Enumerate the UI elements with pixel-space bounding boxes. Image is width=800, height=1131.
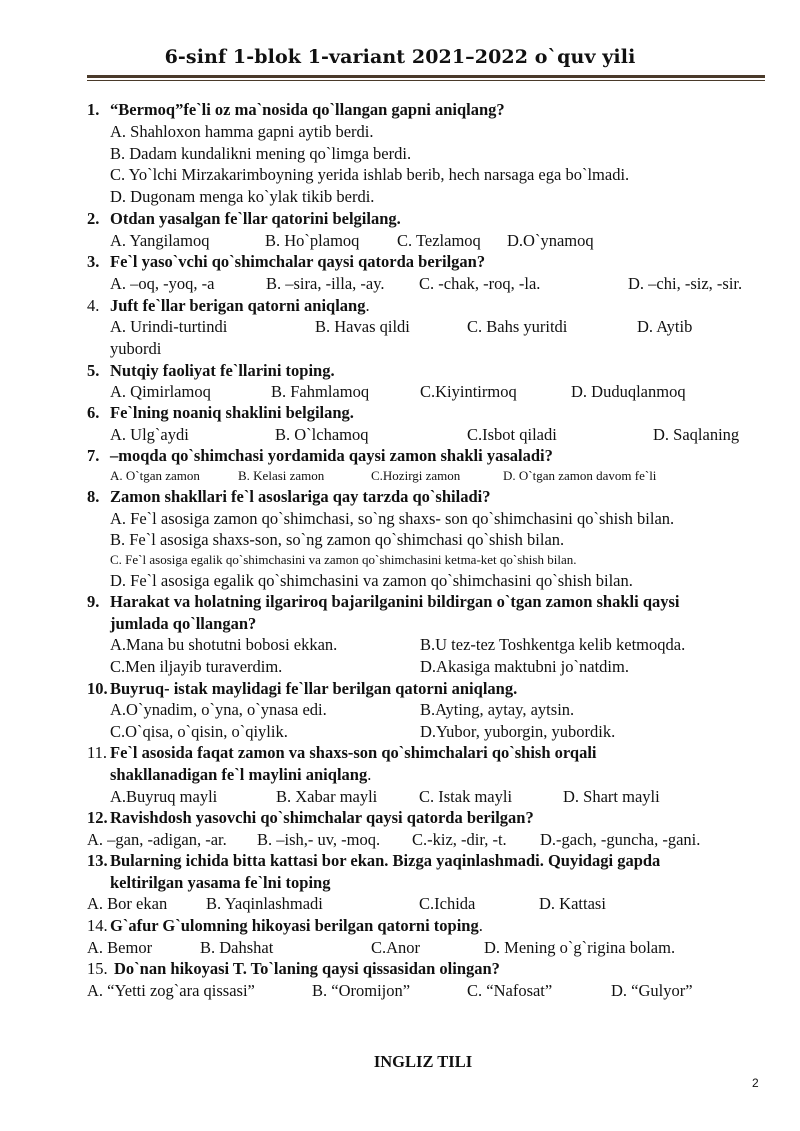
option-c: C.Kiyintirmoq bbox=[420, 382, 517, 401]
option-d: D. Dugonam menga ko`ylak tikib berdi. bbox=[110, 187, 375, 206]
header-rule-thin bbox=[87, 80, 765, 81]
option-b: B. Ho`plamoq bbox=[265, 231, 360, 250]
question-number: 15. bbox=[87, 959, 108, 978]
question-text-row bbox=[110, 296, 370, 316]
option-d: D.-gach, -guncha, -gani. bbox=[540, 830, 701, 849]
question-text: Fe`l asosida faqat zamon va shaxs-son qo`shimchalari qo`shish orqali bbox=[110, 743, 597, 762]
option-d: D. Fe`l asosiga egalik qo`shimchasini va zamon qo`shimchasini qo`shish bilan. bbox=[110, 571, 633, 590]
option-a: A. Ulg`aydi bbox=[110, 425, 189, 444]
question-number: 14. bbox=[87, 916, 108, 935]
option-d: D.O`ynamoq bbox=[507, 231, 594, 250]
question-punct: . bbox=[478, 916, 483, 935]
question-number: 2. bbox=[87, 209, 100, 228]
question-text-line2: keltirilgan yasama fe`lni toping bbox=[110, 873, 331, 892]
question-text: Juft fe`llar berigan qatorni aniqlang bbox=[110, 296, 366, 315]
option-b: B. Kelasi zamon bbox=[238, 468, 325, 483]
option-a: A. “Yetti zog`ara qissasi” bbox=[87, 981, 255, 1000]
question-number: 13. bbox=[87, 851, 108, 870]
question-punct: . bbox=[367, 765, 372, 784]
option-a: A.O`ynadim, o`yna, o`ynasa edi. bbox=[110, 700, 327, 719]
question-text: G`afur G`ulomning hikoyasi berilgan qatorni toping bbox=[110, 916, 479, 935]
question-text: Nutqiy faoliyat fe`llarini toping. bbox=[110, 361, 335, 380]
option-a: A. Bemor bbox=[87, 938, 153, 957]
question-text: Buyruq- istak maylidagi fe`llar berilgan qatorni aniqlang. bbox=[110, 679, 518, 698]
option-b: B. Dadam kundalikni mening qo`limga berdi. bbox=[110, 144, 412, 163]
option-a: A. Fe`l asosiga zamon qo`shimchasi, so`ng shaxs- son qo`shimchasini qo`shish bilan. bbox=[110, 509, 675, 528]
option-d: D.Yubor, yuborgin, yubordik. bbox=[420, 722, 616, 741]
question-number: 9. bbox=[87, 592, 100, 611]
option-d: D. “Gulyor” bbox=[611, 981, 693, 1000]
option-c: C. Tezlamoq bbox=[397, 231, 481, 250]
option-d: D. Aytib bbox=[637, 317, 693, 336]
page-title: 6-sinf 1-blok 1-variant 2021–2022 o`quv yili bbox=[164, 46, 636, 68]
question-text: Fe`l yaso`vchi qo`shimchalar qaysi qatorda berilgan? bbox=[110, 252, 486, 271]
question-text: “Bermoq”fe`li oz ma`nosida qo`llangan gapni aniqlang? bbox=[110, 100, 505, 119]
option-a: A. Qimirlamoq bbox=[110, 382, 211, 401]
option-b: B. O`lchamoq bbox=[275, 425, 369, 444]
question-text: –moqda qo`shimchasi yordamida qaysi zamon shakli yasaladi? bbox=[110, 446, 553, 465]
option-d: D. Kattasi bbox=[539, 894, 606, 913]
option-a: A. Shahloxon hamma gapni aytib berdi. bbox=[110, 122, 374, 141]
option-b: B. Xabar mayli bbox=[276, 787, 378, 806]
question-text-row bbox=[110, 916, 483, 936]
question-text-line2: jumlada qo`llangan? bbox=[110, 614, 257, 633]
option-a: A. Urindi-turtindi bbox=[110, 317, 228, 336]
option-c: C.Anor bbox=[371, 938, 421, 957]
option-d: D.Akasiga maktubni jo`natdim. bbox=[420, 657, 629, 676]
option-d: D. –chi, -siz, -sir. bbox=[628, 274, 743, 293]
question-number: 5. bbox=[87, 361, 100, 380]
question-text: Bularning ichida bitta kattasi bor ekan. Bizga yaqinlashmadi. Quyidagi gapda bbox=[110, 851, 661, 870]
option-c: C.Hozirgi zamon bbox=[371, 468, 461, 483]
option-c: C. Bahs yuritdi bbox=[467, 317, 568, 336]
option-b: B. “Oromijon” bbox=[312, 981, 411, 1000]
section-heading: INGLIZ TILI bbox=[373, 1052, 473, 1071]
question-text-line2-row bbox=[110, 765, 371, 785]
option-c: C.Ichida bbox=[419, 894, 476, 913]
question-text: Harakat va holatning ilgariroq bajarilganini bildirgan o`tgan zamon shakli qaysi bbox=[110, 592, 680, 611]
question-number: 10. bbox=[87, 679, 108, 698]
header-rule-thick bbox=[87, 75, 765, 78]
option-c: C. “Nafosat” bbox=[467, 981, 553, 1000]
question-text: Do`nan hikoyasi T. To`laning qaysi qissasidan olingan? bbox=[114, 959, 500, 978]
option-c: C.O`qisa, o`qisin, o`qiylik. bbox=[110, 722, 288, 741]
option-b: B. –sira, -illa, -ay. bbox=[266, 274, 385, 293]
question-punct: . bbox=[365, 296, 370, 315]
option-c: C. -chak, -roq, -la. bbox=[419, 274, 541, 293]
option-a: A. –gan, -adigan, -ar. bbox=[87, 830, 227, 849]
option-b: B. Havas qildi bbox=[315, 317, 410, 336]
question-number: 3. bbox=[87, 252, 100, 271]
question-text: Otdan yasalgan fe`llar qatorini belgilang. bbox=[110, 209, 401, 228]
question-text: Ravishdosh yasovchi qo`shimchalar qaysi qatorda berilgan? bbox=[110, 808, 534, 827]
question-number: 7. bbox=[87, 446, 100, 465]
option-c: C.-kiz, -dir, -t. bbox=[412, 830, 507, 849]
option-a: A. Bor ekan bbox=[87, 894, 168, 913]
question-text: Zamon shakllari fe`l asoslariga qay tarzda qo`shiladi? bbox=[110, 487, 491, 506]
option-d-continued: yubordi bbox=[110, 339, 162, 358]
question-number: 8. bbox=[87, 487, 100, 506]
option-a: A.Buyruq mayli bbox=[110, 787, 218, 806]
option-b: B.U tez-tez Toshkentga kelib ketmoqda. bbox=[420, 635, 686, 654]
option-d: D. Duduqlanmoq bbox=[571, 382, 686, 401]
option-b: B. Fe`l asosiga shaxs-son, so`ng zamon qo`shimchasi qo`shish bilan. bbox=[110, 530, 565, 549]
question-number: 6. bbox=[87, 403, 100, 422]
option-c: C.Men iljayib turaverdim. bbox=[110, 657, 283, 676]
option-b: B.Ayting, aytay, aytsin. bbox=[420, 700, 575, 719]
option-c: C. Fe`l asosiga egalik qo`shimchasini va zamon qo`shimchasini ketma-ket qo`shish bilan. bbox=[110, 552, 577, 567]
page-number: 2 bbox=[752, 1076, 759, 1090]
option-b: B. Fahmlamoq bbox=[271, 382, 370, 401]
option-a: A. –oq, -yoq, -a bbox=[110, 274, 215, 293]
question-number: 4. bbox=[87, 296, 100, 315]
question-number: 12. bbox=[87, 808, 108, 827]
question-text: Fe`lning noaniq shaklini belgilang. bbox=[110, 403, 354, 422]
option-d: D. Saqlaning bbox=[653, 425, 740, 444]
option-b: B. Dahshat bbox=[200, 938, 274, 957]
option-d: D. Mening o`g`rigina bolam. bbox=[484, 938, 676, 957]
option-b: B. –ish,- uv, -moq. bbox=[257, 830, 381, 849]
option-c: C. Istak mayli bbox=[419, 787, 513, 806]
option-c: C.Isbot qiladi bbox=[467, 425, 557, 444]
question-text-line2: shakllanadigan fe`l maylini aniqlang bbox=[110, 765, 368, 784]
option-d: D. Shart mayli bbox=[563, 787, 660, 806]
question-number: 1. bbox=[87, 100, 100, 119]
option-c: C. Yo`lchi Mirzakarimboyning yerida ishlab berib, hech narsaga ega bo`lmadi. bbox=[110, 165, 630, 184]
question-number: 11. bbox=[87, 743, 108, 762]
option-a: A. Yangilamoq bbox=[110, 231, 210, 250]
option-a: A.Mana bu shotutni bobosi ekkan. bbox=[110, 635, 338, 654]
option-b: B. Yaqinlashmadi bbox=[206, 894, 323, 913]
option-d: D. O`tgan zamon davom fe`li bbox=[503, 468, 657, 483]
option-a: A. O`tgan zamon bbox=[110, 468, 200, 483]
